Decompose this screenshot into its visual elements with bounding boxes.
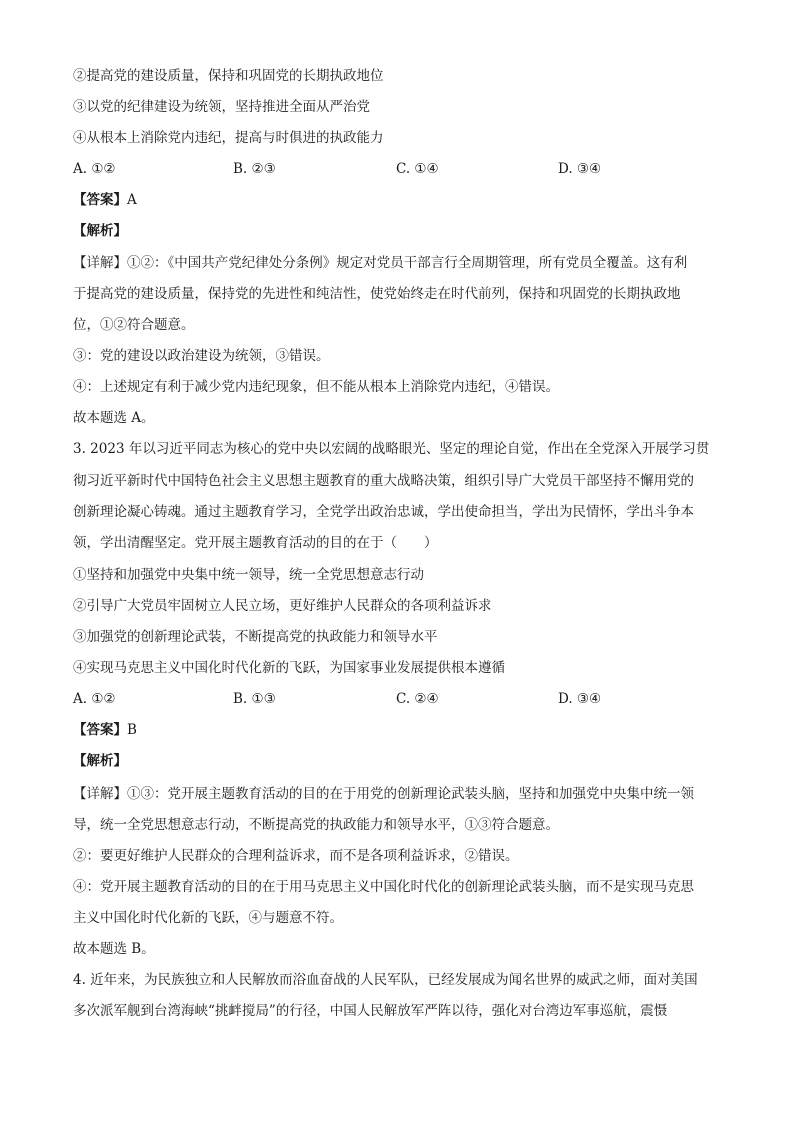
q3-stem-line: 3. 2023 年以习近平同志为核心的党中央以宏阔的战略眼光、坚定的理论自觉，作出在全党深入开展学习贯 — [73, 441, 710, 457]
q3-stem-line: 领，学出清醒坚定。党开展主题教育活动的目的在于（ ） — [73, 535, 438, 551]
q3-option-3: ③加强党的创新理论武装，不断提高党的执政能力和领导水平 — [73, 629, 438, 645]
q3-option-4: ④实现马克思主义中国化时代化新的飞跃，为国家事业发展提供根本遵循 — [73, 660, 505, 676]
q3-answer — [73, 720, 723, 740]
q2-option-2: ②提高党的建设质量，保持和巩固党的长期执政地位 — [73, 68, 384, 84]
q3-conclusion: 故本题选 B。 — [73, 941, 155, 957]
q2-detail-line: ③：党的建设以政治建设为统领，③错误。 — [73, 348, 330, 364]
answer-value: B — [127, 722, 137, 738]
q3-detail-line: 【详解】①③：党开展主题教育活动的目的在于用党的创新理论武装头脑，坚持和加强党中央集中统一领 — [73, 786, 694, 802]
q3-detail-line: 主义中国化时代化新的飞跃，④与题意不符。 — [73, 910, 343, 926]
q3-stem-line: 彻习近平新时代中国特色社会主义思想主题教育的重大战略决策，组织引导广大党员干部坚持不懈用党的 — [73, 473, 694, 489]
q2-option-4: ④从根本上消除党内违纪，提高与时俱进的执政能力 — [73, 130, 384, 146]
q2-answer — [73, 190, 723, 210]
q4-stem-line: 多次派军舰到台湾海峡“挑衅搅局”的行径，中国人民解放军严阵以待，强化对台湾边军事巡航，震慑 — [73, 1003, 668, 1019]
q2-choice-d: D. ③④ — [558, 161, 602, 177]
answer-label: 【答案】 — [73, 192, 127, 208]
q2-detail-line: ④：上述规定有利于减少党内违纪现象，但不能从根本上消除党内违纪，④错误。 — [73, 379, 559, 395]
q3-choice-a: A. ①② — [73, 691, 116, 707]
q2-choice-b: B. ②③ — [233, 161, 276, 177]
q2-analysis-label: 【解析】 — [73, 223, 127, 239]
q3-detail-line: ④：党开展主题教育活动的目的在于用马克思主义中国化时代化的创新理论武装头脑，而不是实现马克思 — [73, 879, 694, 895]
q3-detail-line: 导，统一全党思想意志行动，不断提高党的执政能力和领导水平，①③符合题意。 — [73, 817, 559, 833]
answer-value: A — [127, 192, 137, 208]
q3-option-2: ②引导广大党员牢固树立人民立场，更好维护人民群众的各项利益诉求 — [73, 598, 492, 614]
q2-detail-line: 于提高党的建设质量，保持党的先进性和纯洁性，使党始终走在时代前列，保持和巩固党的长期执政地 — [73, 286, 681, 302]
q2-detail-line: 位，①②符合题意。 — [73, 317, 195, 333]
q2-option-3: ③以党的纪律建设为统领，坚持推进全面从严治党 — [73, 99, 370, 115]
q3-stem-line: 创新理论凝心铸魂。通过主题教育学习，全党学出政治忠诚，学出使命担当，学出为民情怀，学出斗争本 — [73, 504, 694, 520]
q3-choice-d: D. ③④ — [558, 691, 602, 707]
q2-choice-a: A. ①② — [73, 161, 116, 177]
q3-choice-b: B. ①③ — [233, 691, 276, 707]
q2-choice-c: C. ①④ — [396, 161, 439, 177]
q4-stem-line: 4. 近年来，为民族独立和人民解放而浴血奋战的人民军队，已经发展成为闻名世界的威武之师，面对美国 — [73, 972, 698, 988]
q2-detail-line: 【详解】①②：《中国共产党纪律处分条例》规定对党员干部言行全周期管理，所有党员全覆盖。这有利 — [73, 255, 688, 271]
answer-label: 【答案】 — [73, 722, 127, 738]
q3-choice-c: C. ②④ — [396, 691, 439, 707]
q3-option-1: ①坚持和加强党中央集中统一领导，统一全党思想意志行动 — [73, 567, 424, 583]
q2-conclusion: 故本题选 A。 — [73, 410, 155, 426]
q3-analysis-label: 【解析】 — [73, 753, 127, 769]
q3-detail-line: ②：要更好维护人民群众的合理利益诉求，而不是各项利益诉求，②错误。 — [73, 848, 519, 864]
